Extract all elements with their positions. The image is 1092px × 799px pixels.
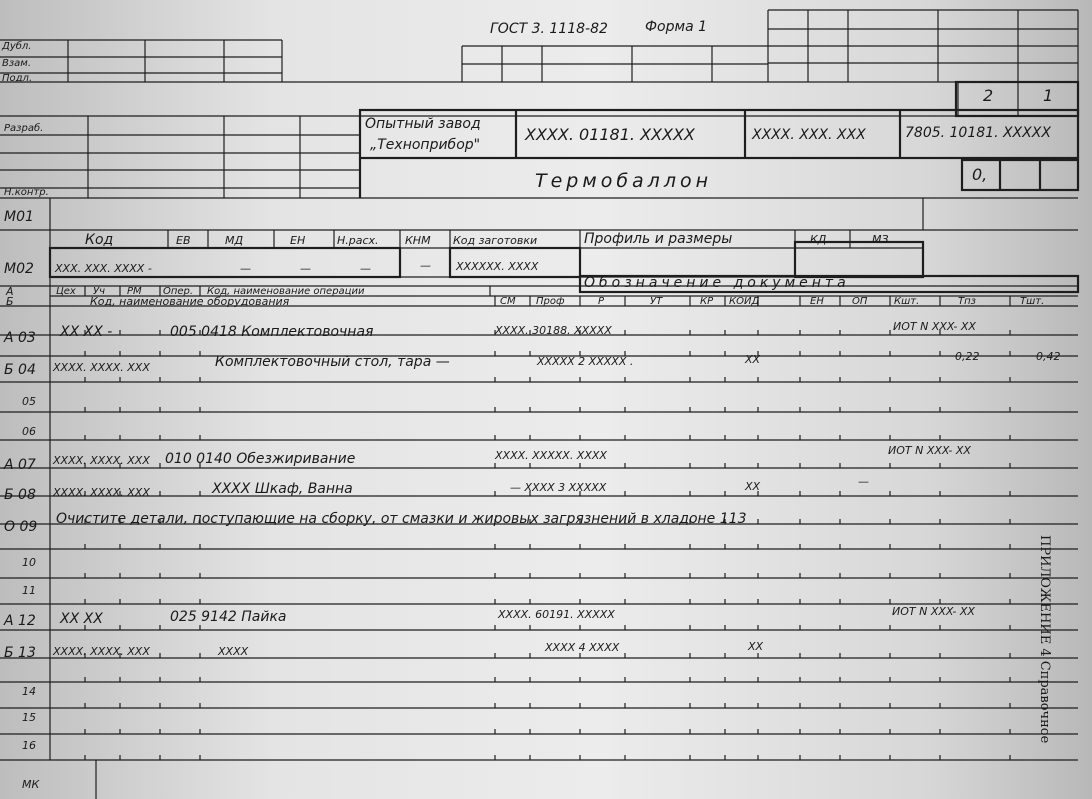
row-label: 14	[22, 685, 36, 698]
hdr-knm: КНМ	[405, 234, 431, 247]
hdr-kod: Код	[85, 232, 114, 248]
row-07-iot: ИОТ N XXX- XX	[888, 444, 971, 457]
org-name-line2: „Технoприбор"	[370, 137, 481, 153]
row-m02-label: М02	[4, 261, 34, 277]
row-03-operation: 005 0418 Комплектовочная	[170, 324, 374, 340]
row-label: 06	[22, 425, 36, 438]
hdr-a-label: А	[6, 285, 14, 298]
row-label: Б 04	[4, 362, 36, 378]
sheet-count: 2	[983, 86, 994, 105]
row-13-params: XXXX 4 XXXX	[545, 641, 620, 654]
hdr-tsht: Тшт.	[1020, 296, 1045, 307]
hdr-cekh: Цех	[56, 286, 76, 297]
row-04-tsht: 0,42	[1036, 350, 1061, 363]
row-label: А 12	[4, 613, 36, 629]
row-label: Б 13	[4, 645, 36, 661]
row-label: А 07	[4, 457, 36, 473]
hdr-mz: МЗ	[872, 233, 889, 246]
row-04-op: —	[858, 349, 869, 362]
m02-dash-2: —	[300, 262, 311, 275]
hdr-rm: РМ	[127, 286, 142, 297]
footer-mk-label: МК	[22, 778, 40, 791]
hdr-ut: УТ	[650, 296, 663, 307]
hdr-op: ОП	[852, 296, 868, 307]
literal-value: 0,	[972, 165, 988, 184]
hdr-b-label: Б	[6, 295, 14, 308]
row-08-code: XXXX. XXXX. XXX	[53, 486, 150, 499]
row-13-code: XXXX. XXXX. XXX	[53, 645, 150, 658]
row-03-document: XXXX. 30188. XXXXX	[495, 324, 612, 337]
code-2: XXXX. XXX. XXX	[752, 127, 866, 143]
row-08-params: — XXXX 3 XXXXX	[510, 481, 607, 494]
m02-dash-4: —	[420, 259, 431, 272]
row-12-document: XXXX. 60191. XXXXX	[498, 608, 615, 621]
document-code: XXXX. 01181. XXXXX	[525, 125, 695, 144]
row-08-op: —	[858, 475, 869, 488]
row-label: 05	[22, 395, 36, 408]
row-07-operation: 010 0140 Обезжиривание	[165, 451, 356, 467]
hdr-kod-naim-oper: Код, наименование операции	[207, 286, 365, 297]
row-04-tpz: 0,22	[955, 350, 980, 363]
hdr-ev: ЕВ	[176, 234, 191, 247]
m02-dash-1: —	[240, 262, 251, 275]
row-label: Б 08	[4, 487, 36, 503]
row-08-koid: XX	[745, 480, 761, 493]
hdr-uch: Уч	[93, 286, 106, 297]
hdr-kod-zagotovki: Код заготовки	[453, 234, 538, 247]
appendix-label: ПРИЛОЖЕНИЕ 4 Справочное	[1037, 535, 1052, 744]
org-name-line1: Опытный завод	[365, 116, 481, 132]
row-09-instruction: Очистите детали, поступающие на сборку, от смазки и жировых загрязнений в хладоне 113	[56, 511, 747, 527]
code-3: 7805. 10181. XXXXX	[905, 125, 1051, 141]
row-12-iot: ИОТ N XXX- XX	[892, 605, 975, 618]
row-08-equipment: XXXX Шкаф, Ванна	[212, 481, 353, 497]
m02-dash-3: —	[360, 262, 371, 275]
label-razrab: Разраб.	[4, 123, 44, 134]
row-04-code: XXXX. XXXX. XXX	[53, 361, 150, 374]
standard-label: ГОСТ 3. 1118-82	[490, 21, 608, 37]
row-12-operation: 025 9142 Пайка	[170, 609, 287, 625]
row-label: О 09	[4, 519, 38, 535]
hdr-oper: Опер.	[163, 286, 194, 297]
hdr-tpz: Тпз	[958, 296, 976, 307]
product-name: Термобаллон	[535, 170, 713, 192]
hdr-md: МД	[225, 234, 244, 247]
label-dubl: Дубл.	[2, 41, 32, 52]
row-label: А 03	[4, 330, 36, 346]
hdr-sm: СМ	[500, 296, 516, 307]
row-07-document: XXXX. XXXXX. XXXX	[495, 449, 607, 462]
row-12-cekh-uch: XX XX	[60, 611, 103, 627]
hdr-profil: Профиль и размеры	[584, 231, 733, 247]
row-13-koid: XX	[748, 640, 764, 653]
row-03-iot: ИОТ N XXX- XX	[893, 320, 976, 333]
row-04-equipment: Комплектовочный стол, тара —	[215, 354, 450, 370]
hdr-oboznachenie: Обозначение документа	[584, 275, 850, 291]
m02-zagotovka: XXXXXX. XXXX	[456, 260, 539, 273]
row-03-cekh-uch: XX XX -	[60, 324, 113, 340]
row-m01-label: М01	[4, 209, 34, 225]
row-label: 15	[22, 711, 36, 724]
row-label: 11	[22, 584, 36, 597]
m02-kod: XXX. XXX. XXXX -	[55, 262, 152, 275]
row-04-koid: XX	[745, 353, 761, 366]
hdr-kr: КР	[700, 296, 714, 307]
row-07-code: XXXX. XXXX. XXX	[53, 454, 150, 467]
hdr-en-col: ЕН	[810, 296, 824, 307]
hdr-kd: КД	[810, 233, 827, 246]
sheet-number: 1	[1043, 86, 1054, 105]
row-04-params: XXXXX 2 XXXXX .	[537, 355, 634, 368]
label-n-kontr: Н.контр.	[4, 187, 49, 198]
row-label: 10	[22, 556, 36, 569]
hdr-n-rash: Н.расх.	[337, 234, 379, 247]
form-label: Форма 1	[645, 19, 708, 35]
row-label: 16	[22, 739, 36, 752]
label-vzam: Взам.	[2, 58, 32, 69]
hdr-koid: КОИД	[729, 296, 760, 307]
hdr-kshtt: Кшт.	[894, 296, 920, 307]
hdr-kod-naim-obor: Код, наименование оборудования	[90, 295, 290, 308]
hdr-en: ЕН	[290, 234, 306, 247]
label-podl: Подл.	[2, 73, 33, 84]
hdr-r: Р	[598, 296, 605, 307]
hdr-prof: Проф	[536, 296, 565, 307]
row-13-equipment: XXXX	[218, 645, 249, 658]
